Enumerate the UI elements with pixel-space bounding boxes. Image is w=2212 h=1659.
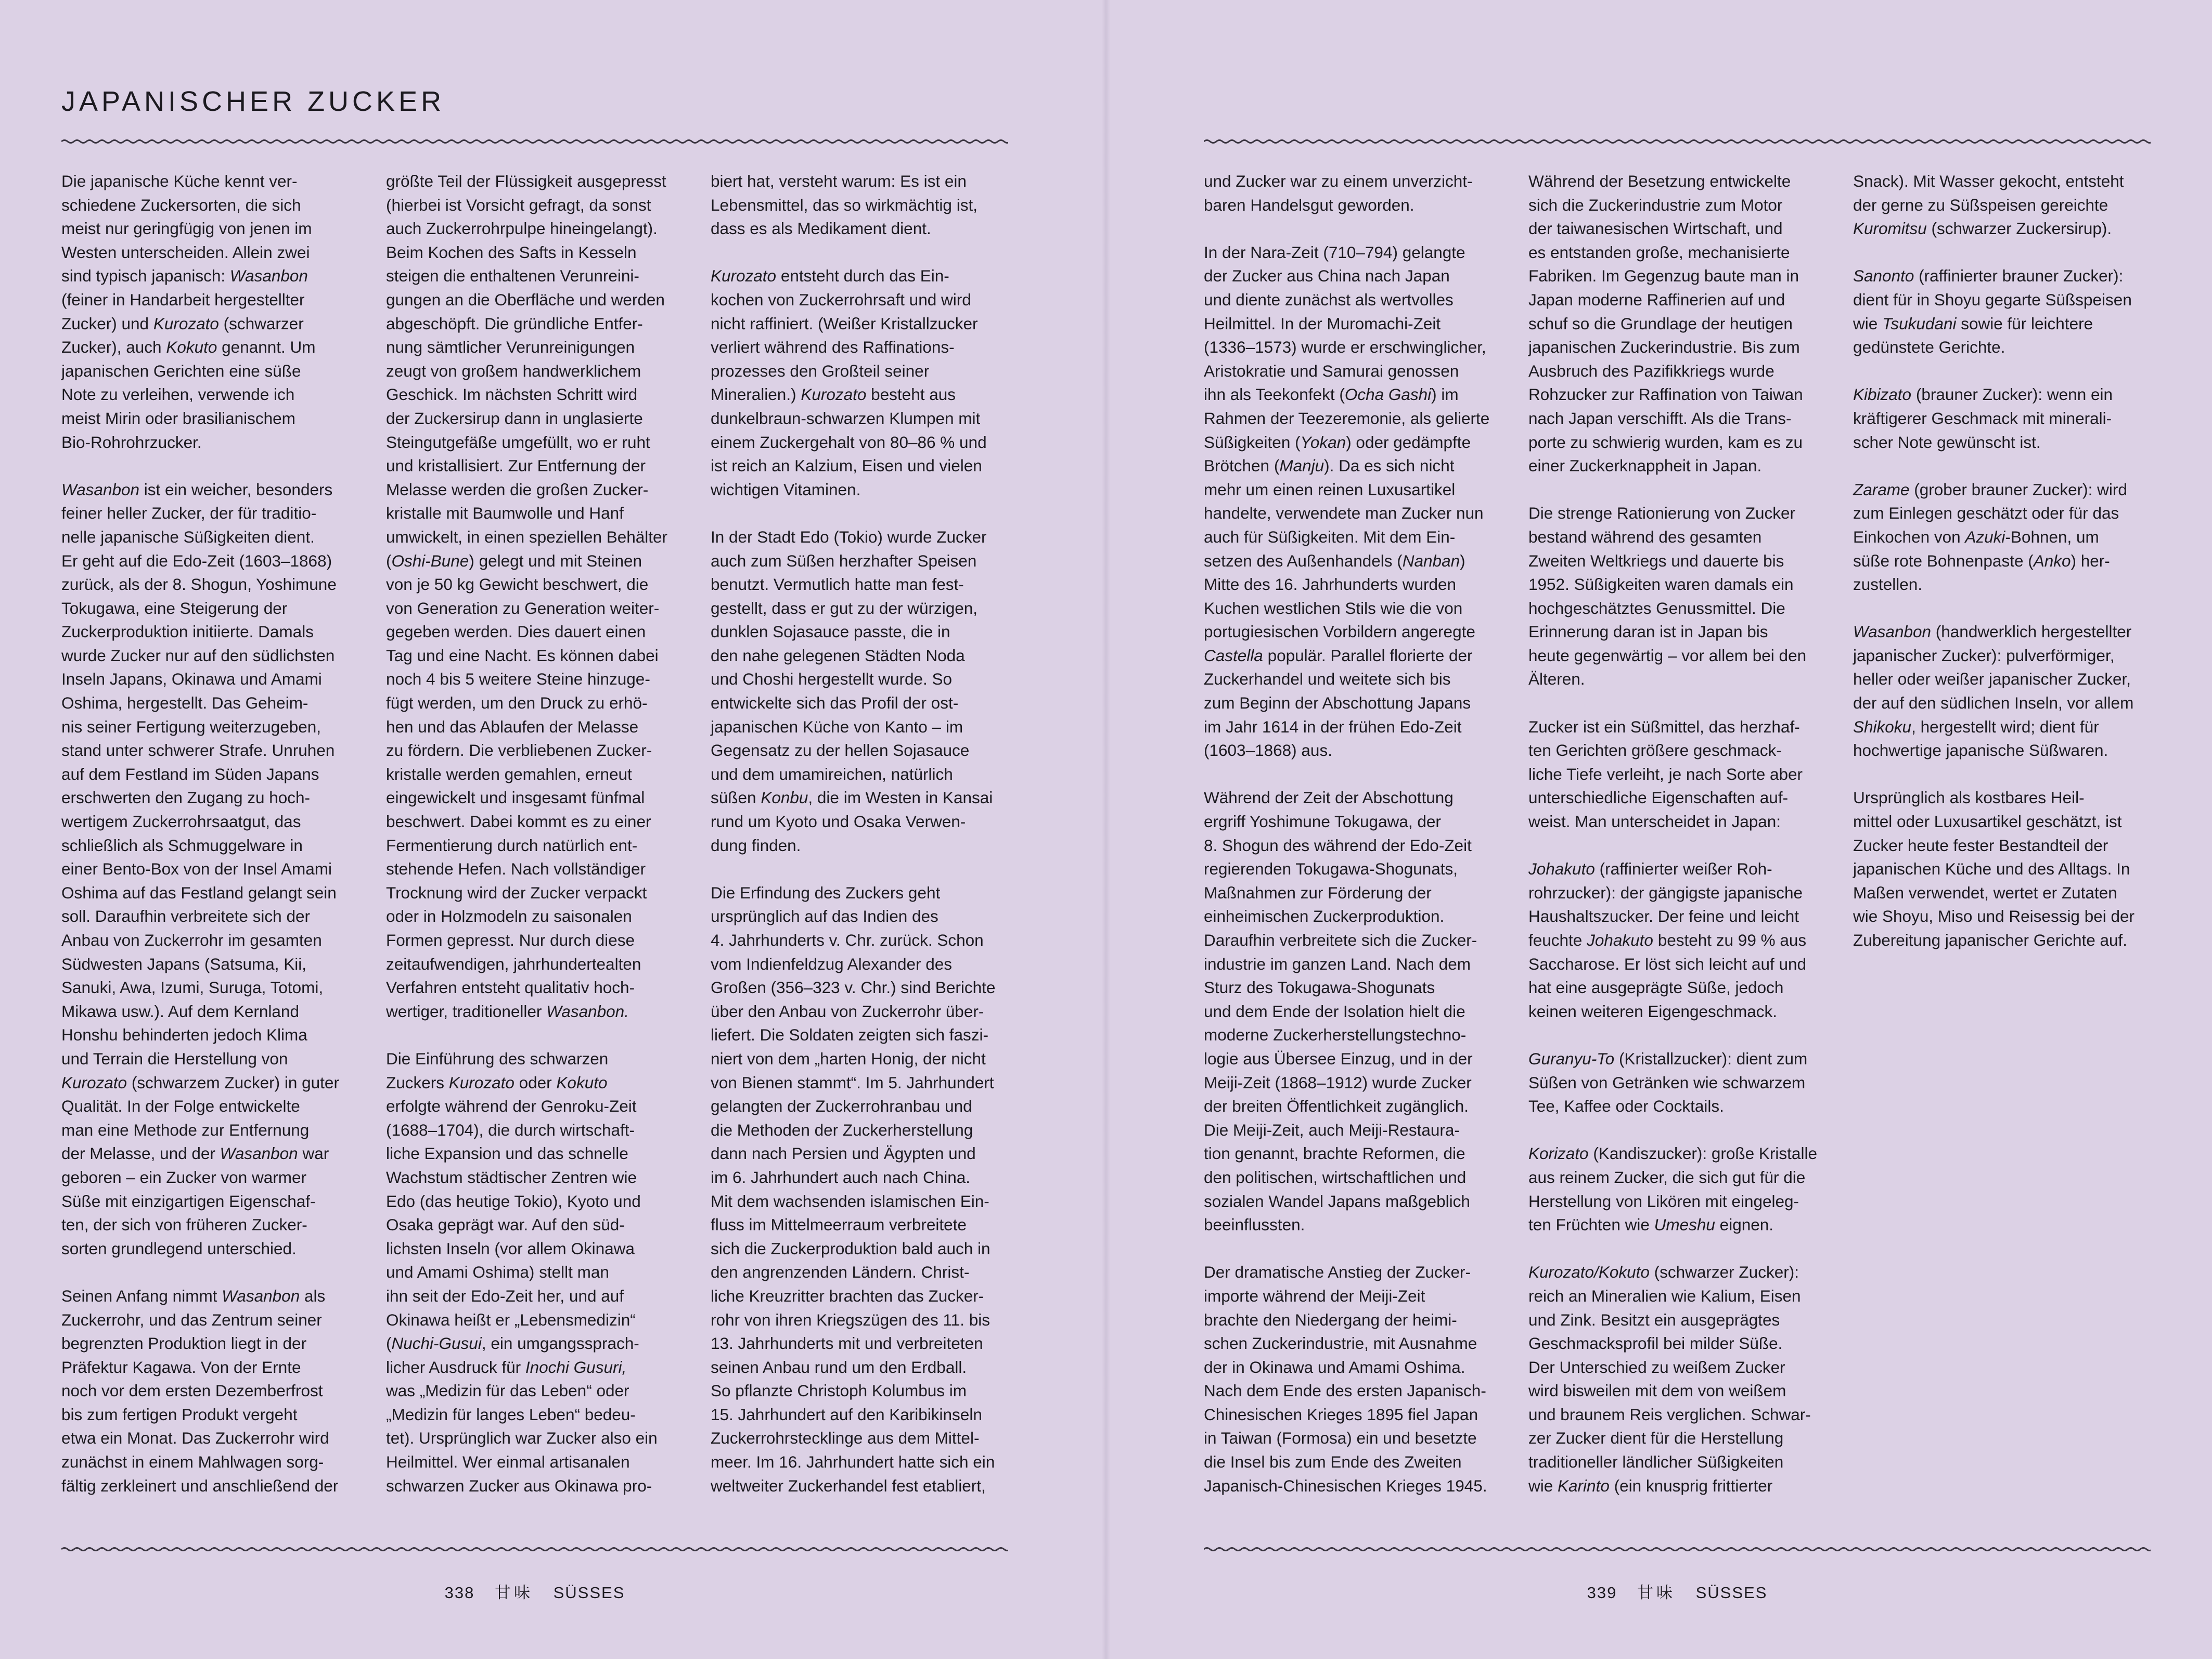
paragraph: Der dramatische Anstieg der Zucker- importe während der Meiji-Zeit brachte den Niedergang der heimi- schen Zuckerindustrie, mit Ausnahme der in Okinawa und Amami Oshima. Nach dem Ende des ersten Japanisch- Chinesischen Krieges 1895 fiel Japan in Taiwan (Formosa) ein und besetzte die Insel bis zum Ende des Zweiten Japanisch-Chinesischen Krieges 1945. <box>1204 1263 1487 1495</box>
page-number: 338 <box>444 1584 475 1602</box>
page-number: 339 <box>1587 1584 1617 1602</box>
paragraph: und Zucker war zu einem unverzicht- baren Handelsgut geworden. <box>1204 172 1473 214</box>
text-column-2 <box>386 170 693 1498</box>
paragraph: Kurozato/Kokuto (schwarzer Zucker): reich an Mineralien wie Kalium, Eisen und Zink. Besitzt ein ausgeprägtes Geschmacksprofil bei milder Süße. Der Unterschied zu weißem Zucker wird bisweilen mit dem von weißem und braunem Reis verglichen. Schwar- zer Zucker dient für die Herstellung traditioneller ländlicher Süßigkeiten wie Karinto (ein knusprig frittierter <box>1528 1263 1811 1495</box>
page-footer <box>1573 1579 1781 1603</box>
page-footer <box>431 1579 639 1603</box>
paragraph: Korizato (Kandiszucker): große Kristalle aus reinem Zucker, die sich gut für die Herstellung von Likören mit eingeleg- ten Früchten wie Umeshu eignen. <box>1528 1144 1817 1234</box>
paragraph: größte Teil der Flüssigkeit ausgepresst (hierbei ist Vorsicht gefragt, da sonst auch Zuckerrohrpulpe hineingelangt). Beim Kochen des Safts in Kesseln steigen die enthaltenen Verunreini- gungen an die Oberfläche und werden abgeschöpft. Die gründliche Entfer- nung sämtlicher Verunreinigungen zeugt von großem handwerklichem Geschick. Im nächsten Schritt wird der Zuckersirup dann in unglasierte Steingutgefäße umgefüllt, wo er ruht und kristallisiert. Zur Entfernung der Melasse werden die großen Zucker- kristalle mit Baumwolle und Hanf umwickelt, in einen speziellen Behälter (Oshi-Bune) gelegt und mit Steinen von je 50 kg Gewicht beschwert, die von Generation zu Generation weiter- gegeben werden. Dies dauert einen Tag und eine Nacht. Es können dabei noch 4 bis 5 weitere Steine hinzuge- fügt werden, um den Druck zu erhö- hen und das Ablaufen der Melasse zu fördern. Die verbliebenen Zucker- kristalle werden gemahlen, erneut eingewickelt und insgesamt fünfmal beschwert. Dabei kommt es zu einer Fermentierung durch natürlich ent- stehende Hefen. Nach vollständiger Trocknung wird der Zucker verpackt oder in Holzmodeln zu saisonalen Formen gepresst. Nur durch diese zeitaufwendigen, jahrhundertealten Verfahren entsteht qualitativ hoch- wertiger, traditioneller Wasanbon. <box>386 172 668 1021</box>
section-label: SÜSSES <box>553 1584 625 1602</box>
section-kanji: 甘味 <box>494 1584 533 1602</box>
paragraph: Während der Zeit der Abschottung ergriff Yoshimune Tokugawa, der 8. Shogun des während der Edo-Zeit regierenden Tokugawa-Shogunats, Maßnahmen zur Förderung der einheimischen Zuckerproduktion. Daraufhin verbreitete sich die Zucker- industrie im ganzen Land. Nach dem Sturz des Tokugawa-Shogunats und dem Ende der Isolation hielt die moderne Zuckerherstellungstechno- logie aus Übersee Einzug, und in der Meiji-Zeit (1868–1912) wurde Zucker der breiten Öffentlichkeit zugänglich. Die Meiji-Zeit, auch Meiji-Restaura- tion genannt, brachte Reformen, die den politischen, wirtschaftlichen und sozialen Wandel Japans maßgeblich beeinflussten. <box>1204 788 1477 1234</box>
paragraph: Zucker ist ein Süßmittel, das herzhaf- ten Gerichten größere geschmack- liche Tiefe verleiht, je nach Sorte aber unterschiedliche Eigenschaften auf- weist. Man unterscheidet in Japan: <box>1528 717 1803 831</box>
paragraph: Die Einführung des schwarzen Zuckers Kurozato oder Kokuto erfolgte während der Genroku-Zeit (1688–1704), die durch wirtschaft- liche Expansion und das schnelle Wachstum städtischer Zentren wie Edo (das heutige Tokio), Kyoto und Osaka geprägt war. Auf den süd- lichsten Inseln (vor allem Okinawa und Amami Oshima) stellt man ihn seit der Edo-Zeit her, und auf Okinawa heißt er „Lebensmedizin“ (Nuchi-Gusui, ein umgangssprach- licher Ausdruck für Inochi Gusuri, was „Medizin für das Leben“ oder „Medizin für langes Leben“ bedeu- tet). Ursprünglich war Zucker also ein Heilmittel. Wer einmal artisanalen schwarzen Zucker aus Okinawa pro- <box>386 1049 658 1495</box>
paragraph: Während der Besetzung entwickelte sich die Zuckerindustrie zum Motor der taiwanesischen Wirtschaft, und es entstanden große, mechanisierte Fabriken. Im Gegenzug baute man in Japan moderne Raffinerien auf und schuf so die Grundlage der heutigen japanischen Zuckerindustrie. Bis zum Ausbruch des Pazifikkriegs wurde Rohzucker zur Raffination von Taiwan nach Japan verschifft. Als die Trans- porte zu schwierig wurden, kam es zu einer Zuckerknappheit in Japan. <box>1528 172 1803 475</box>
text-column-1 <box>1204 170 1511 1498</box>
paragraph: Johakuto (raffinierter weißer Roh- rohrzucker): der gängigste japanische Haushaltszucker. Der feine und leicht feuchte Johakuto besteht zu 99 % aus Saccharose. Er löst sich leicht auf und hat eine ausgeprägte Süße, jedoch keinen weiteren Eigengeschmack. <box>1528 859 1807 1021</box>
section-label: SÜSSES <box>1695 1584 1768 1602</box>
paragraph: Die strenge Rationierung von Zucker bestand während des gesamten Zweiten Weltkriegs und dauerte bis 1952. Süßigkeiten waren damals ein hochgeschätztes Genussmittel. Die Erinnerung daran ist in Japan bis heute gegenwärtig – vor allem bei den Älteren. <box>1528 504 1807 689</box>
paragraph: Kurozato entsteht durch das Ein- kochen von Zuckerrohrsaft und wird nicht raffiniert. (Weißer Kristallzucker verliert während des Raffinations- prozesses den Großteil seiner Mineralien.) Kurozato besteht aus dunkelbraun-schwarzen Klumpen mit einem Zuckergehalt von 80–86 % und ist reich an Kalzium, Eisen und vielen wichtigen Vitaminen. <box>711 266 987 499</box>
bottom-wave-divider <box>61 1544 1008 1554</box>
text-column-3 <box>1853 170 2160 953</box>
section-kanji: 甘味 <box>1637 1584 1676 1602</box>
paragraph: Wasanbon (handwerklich hergestellter japanischer Zucker): pulverförmiger, heller oder weißer japanischer Zucker, der auf den südlichen Inseln, vor allem Shikoku, hergestellt wird; dient für hochwertige japanische Süßwaren. <box>1853 622 2134 760</box>
paragraph: Zarame (grober brauner Zucker): wird zum Einlegen geschätzt oder für das Einkochen von Azuki-Bohnen, um süße rote Bohnenpaste (Anko) her- zustellen. <box>1853 480 2127 594</box>
paragraph: Die japanische Küche kennt ver- schiedene Zuckersorten, die sich meist nur geringfügig von jenen im Westen unterscheiden. Allein zwei sind typisch japanisch: Wasanbon (feiner in Handarbeit hergestellter Zucker) und Kurozato (schwarzer Zucker), auch Kokuto genannt. Um japanischen Gerichten eine süße Note zu verleihen, verwende ich meist Mirin oder brasilianischem Bio-Rohrohrzucker. <box>61 172 316 452</box>
paragraph: Kibizato (brauner Zucker): wenn ein kräftigerer Geschmack mit minerali- scher Note gewünscht ist. <box>1853 385 2113 452</box>
paragraph: Sanonto (raffinierter brauner Zucker): dient für in Shoyu gegarte Süßspeisen wie Tsukudani sowie für leichtere gedünstete Gerichte. <box>1853 266 2132 357</box>
page-title: JAPANISCHER ZUCKER <box>61 86 445 118</box>
right-page <box>1106 0 2212 1659</box>
paragraph: Ursprünglich als kostbares Heil- mittel oder Luxusartikel geschätzt, ist Zucker heute fester Bestandteil der japanischen Küche und des Alltags. In Maßen verwendet, wertet er Zutaten wie Shoyu, Miso und Reisessig bei der Zubereitung japanischer Gerichte auf. <box>1853 788 2135 949</box>
text-column-2 <box>1528 170 1835 1498</box>
paragraph: Wasanbon ist ein weicher, besonders feiner heller Zucker, der für traditio- nelle japanische Süßigkeiten dient. Er geht auf die Edo-Zeit (1603–1868) zurück, als der 8. Shogun, Yoshimune Tokugawa, eine Steigerung der Zuckerproduktion initiierte. Damals wurde Zucker nur auf den südlichsten Inseln Japans, Okinawa und Amami Oshima, hergestellt. Das Geheim- nis seiner Fertigung weiterzugeben, stand unter schwerer Strafe. Unruhen auf dem Festland im Süden Japans erschwerten den Zugang zu hoch- wertigem Zuckerrohrsaatgut, das schließlich als Schmuggelware in einer Bento-Box von der Insel Amami Oshima auf das Festland gelangt sein soll. Daraufhin verbreitete sich der Anbau von Zuckerrohr im gesamten Südwesten Japans (Satsuma, Kii, Sanuki, Awa, Izumi, Suruga, Totomi, Mikawa usw.). Auf dem Kernland Honshu behinderten jedoch Klima und Terrain die Herstellung von Kurozato (schwarzem Zucker) in guter Qualität. In der Folge entwickelte man eine Methode zur Entfernung der Melasse, und der Wasanbon war geboren – ein Zucker von warmer Süße mit einzigartigen Eigenschaf- ten, der sich von früheren Zucker- sorten grundlegend unterschied. <box>61 480 339 1258</box>
top-wave-divider <box>1204 136 2151 147</box>
paragraph: Seinen Anfang nimmt Wasanbon als Zuckerrohr, und das Zentrum seiner begrenzten Produktion liegt in der Präfektur Kagawa. Von der Ernte noch vor dem ersten Dezemberfrost bis zum fertigen Produkt vergeht etwa ein Monat. Das Zuckerrohr wird zunächst in einem Mahlwagen sorg- fältig zerkleinert und anschließend der <box>61 1286 339 1495</box>
bottom-wave-divider <box>1204 1544 2151 1554</box>
paragraph: Die Erfindung des Zuckers geht ursprünglich auf das Indien des 4. Jahrhunderts v. Chr. zurück. Schon vom Indienfeldzug Alexander des Großen (356–323 v. Chr.) sind Berichte über den Anbau von Zuckerrohr über- liefert. Die Soldaten zeigten sich faszi- niert von dem „harten Honig, der nicht von Bienen stammt“. Im 5. Jahrhundert gelangten der Zuckerrohranbau und die Methoden der Zuckerherstellung dann nach Persien und Ägypten und im 6. Jahrhundert auch nach China. Mit dem wachsenden islamischen Ein- fluss im Mittelmeerraum verbreitete sich die Zuckerproduktion bald auch in den angrenzenden Ländern. Christ- liche Kreuzritter brachten das Zucker- rohr von ihren Kriegszügen des 11. bis 13. Jahrhunderts mit und verbreiteten seinen Anbau rund um den Erdball. So pflanzte Christoph Kolumbus im 15. Jahrhundert auf den Karibikinseln Zuckerrohrstecklinge aus dem Mittel- meer. Im 16. Jahrhundert hatte sich ein weltweiter Zuckerhandel fest etabliert, <box>711 883 996 1495</box>
text-column-1 <box>61 170 368 1498</box>
paragraph: In der Nara-Zeit (710–794) gelangte der Zucker aus China nach Japan und diente zunächst als wertvolles Heilmittel. In der Muromachi-Zeit (1336–1573) wurde er erschwinglicher, Aristokratie und Samurai genossen ihn als Teekonfekt (Ocha Gashi) im Rahmen der Teezeremonie, als gelierte Süßigkeiten (Yokan) oder gedämpfte Brötchen (Manju). Da es sich nicht mehr um einen reinen Luxusartikel handelte, verwendete man Zucker nun auch für Süßigkeiten. Mit dem Ein- setzen des Außenhandels (Nanban) Mitte des 16. Jahrhunderts wurden Kuchen westlichen Stils wie die von portugiesischen Vorbildern angeregte Castella populär. Parallel florierte der Zuckerhandel und weitete sich bis zum Beginn der Abschottung Japans im Jahr 1614 in der frühen Edo-Zeit (1603–1868) aus. <box>1204 242 1490 760</box>
paragraph: biert hat, versteht warum: Es ist ein Lebensmittel, das so wirkmächtig ist, dass es als Medikament dient. <box>711 172 978 238</box>
paragraph: In der Stadt Edo (Tokio) wurde Zucker auch zum Süßen herzhafter Speisen benutzt. Vermutlich hatte man fest- gestellt, dass er gut zu der würzigen, dunklen Sojasauce passte, die in den nahe gelegenen Städten Noda und Choshi hergestellt wurde. So entwickelte sich das Profil der ost- japanischen Küche von Kanto – im Gegensatz zu der hellen Sojasauce und dem umamireichen, natürlich süßen Konbu, die im Westen in Kansai rund um Kyoto und Osaka Verwen- dung finden. <box>711 527 993 855</box>
paragraph: Guranyu-To (Kristallzucker): dient zum Süßen von Getränken wie schwarzem Tee, Kaffee oder Cocktails. <box>1528 1049 1808 1116</box>
paragraph: Snack). Mit Wasser gekocht, entsteht der gerne zu Süßspeisen gereichte Kuromitsu (schwarzer Zuckersirup). <box>1853 172 2124 238</box>
top-wave-divider <box>61 136 1008 147</box>
text-column-3 <box>711 170 1018 1498</box>
